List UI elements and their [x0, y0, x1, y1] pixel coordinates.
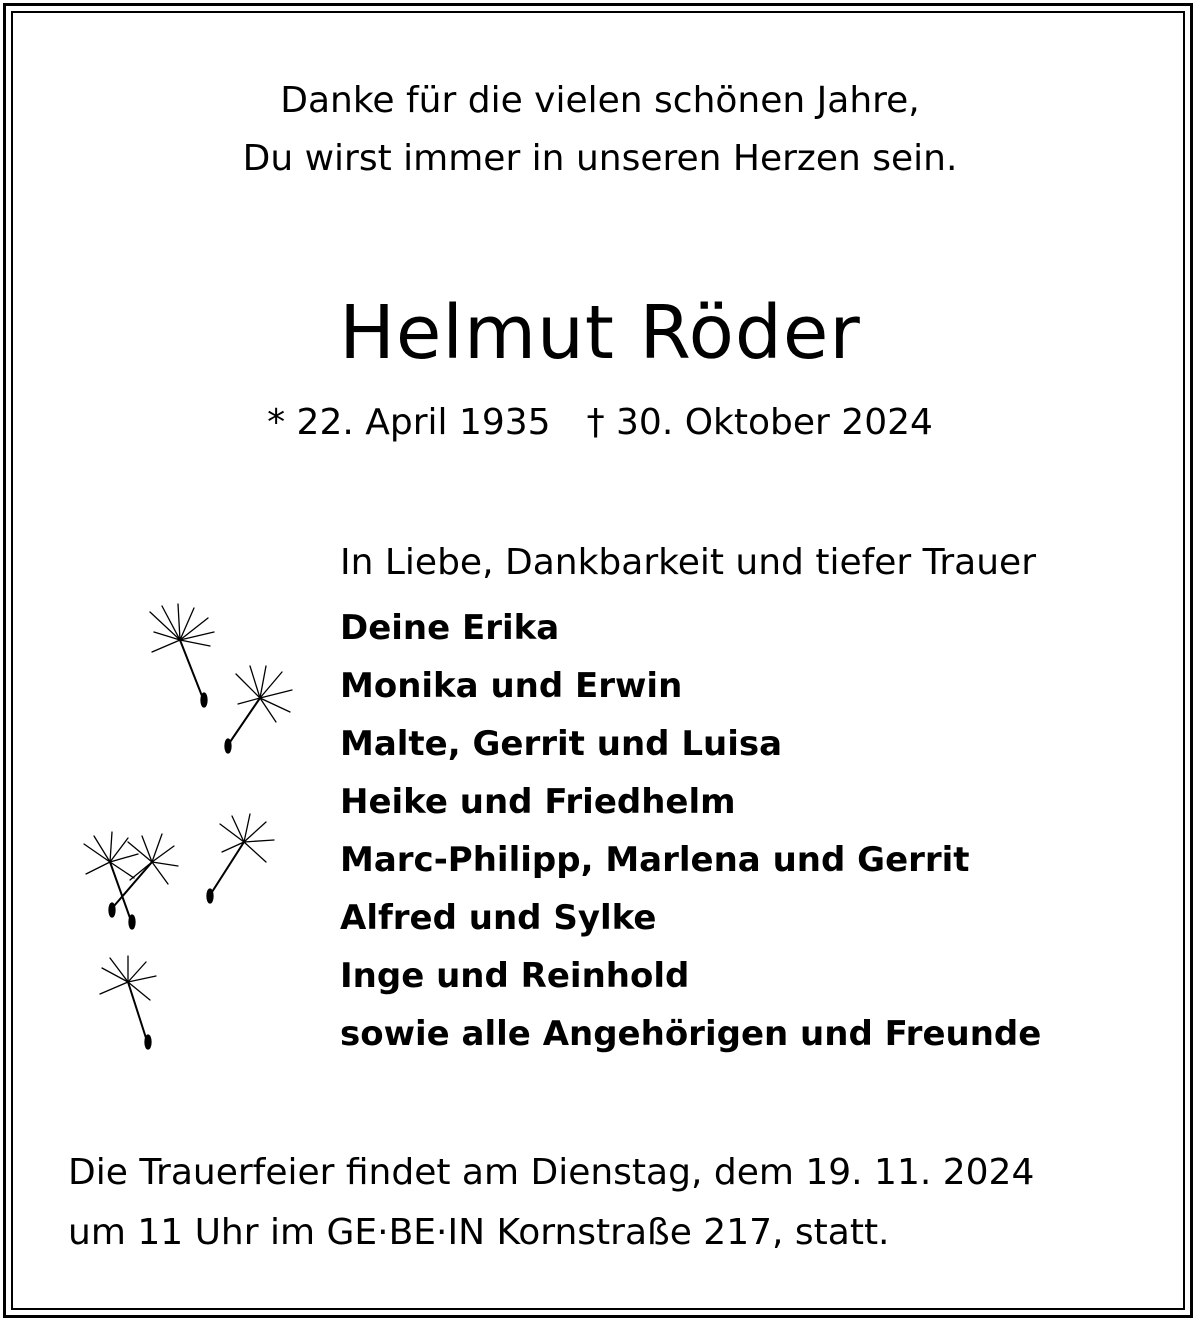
deceased-name: Helmut Röder — [339, 290, 861, 376]
motto-line-2: Du wirst immer in unseren Herzen sein. — [242, 138, 958, 179]
death-date: † 30. Oktober 2024 — [586, 402, 933, 443]
life-dates — [0, 402, 1200, 443]
dandelion-seed-icon — [109, 834, 178, 917]
dandelion-seed-icon — [225, 666, 292, 753]
mourner-name: Malte, Gerrit und Luisa — [340, 724, 783, 764]
ceremony-line-1: Die Trauerfeier findet am Dienstag, dem 19. 11. 2024 — [68, 1152, 1035, 1193]
dandelion-seed-icon — [150, 604, 214, 707]
dandelion-seed-icon — [100, 956, 156, 1049]
mourners-intro: In Liebe, Dankbarkeit und tiefer Trauer — [340, 542, 1036, 583]
mourner-name: Monika und Erwin — [340, 666, 683, 706]
mourner-name: Deine Erika — [340, 608, 560, 648]
mourner-name: Inge und Reinhold — [340, 956, 690, 996]
motto-line-1: Danke für die vielen schönen Jahre, — [280, 80, 920, 121]
dandelion-seeds-icon — [70, 600, 310, 1060]
mourner-name: Marc-Philipp, Marlena und Gerrit — [340, 840, 970, 880]
ceremony-line-2: um 11 Uhr im GE·BE·IN Kornstraße 217, statt. — [68, 1212, 890, 1253]
mourner-name: sowie alle Angehörigen und Freunde — [340, 1014, 1042, 1054]
dandelion-seed-icon — [207, 814, 274, 903]
mourner-name: Alfred und Sylke — [340, 898, 657, 938]
mourner-name: Heike und Friedhelm — [340, 782, 736, 822]
birth-date: * 22. April 1935 — [267, 402, 551, 443]
